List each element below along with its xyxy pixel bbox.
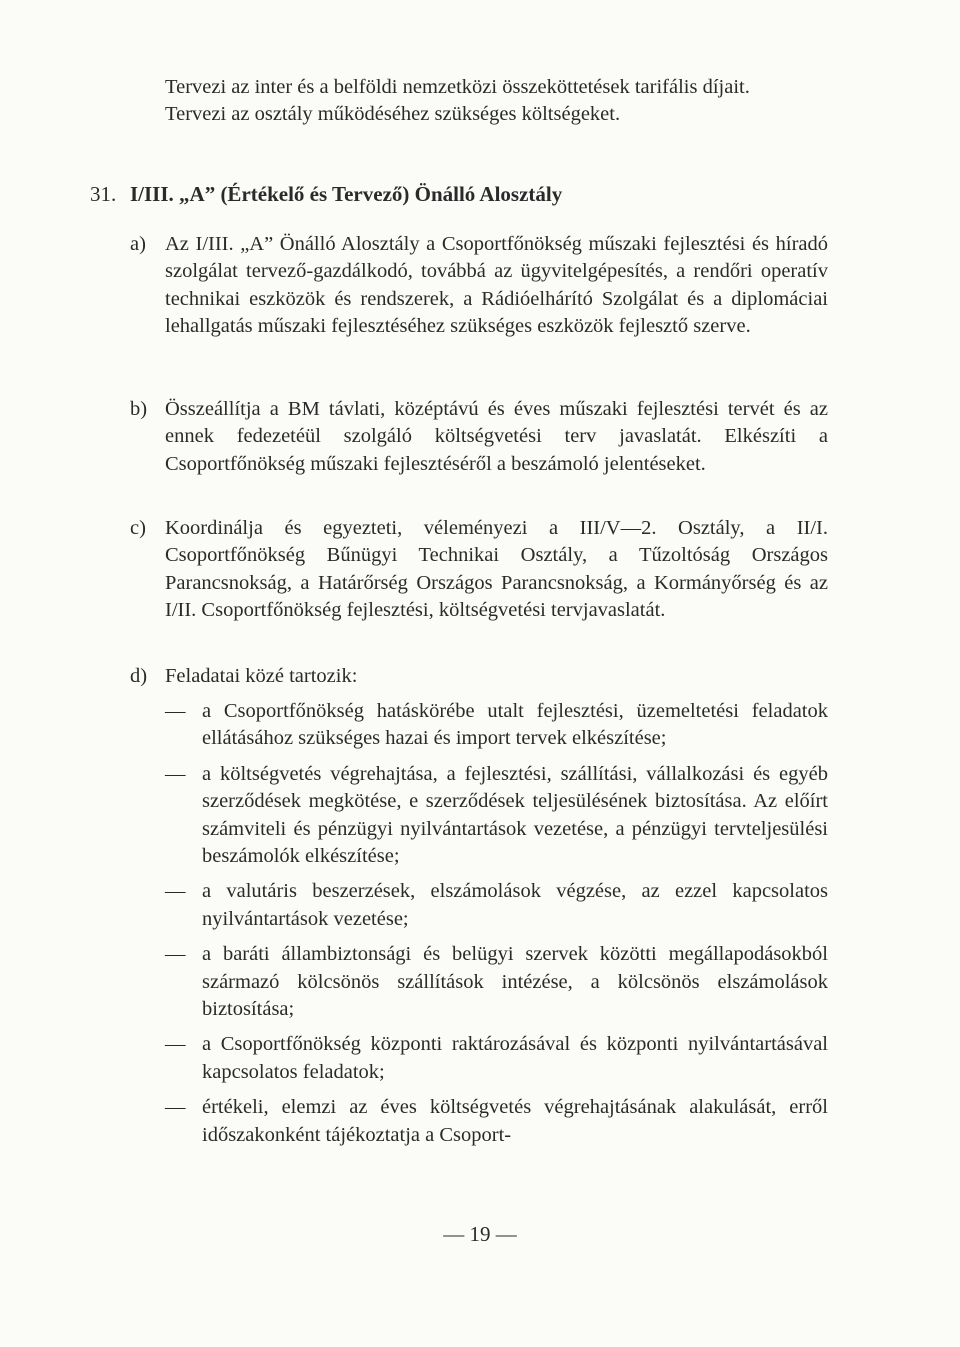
paragraph-label: c) xyxy=(130,517,146,539)
section-title: I/III. „A” (Értékelő és Tervező) Önálló Alosztály xyxy=(130,182,563,206)
list-item-text: értékeli, elemzi az éves költségvetés végrehajtásának alakulását, erről időszakonként tájékoztatja a Csoport- xyxy=(202,1096,828,1146)
intro-line: Tervezi az osztály működéséhez szükséges költségeket. xyxy=(165,103,621,125)
list-item xyxy=(165,1094,828,1149)
paragraph-label: d) xyxy=(130,665,148,687)
dash-marker: — xyxy=(165,880,186,903)
dash-marker: — xyxy=(165,700,186,722)
intro-block xyxy=(165,74,830,128)
list-item xyxy=(165,878,828,933)
paragraph-b xyxy=(130,396,828,478)
dash-marker: — xyxy=(165,762,186,785)
paragraph-a xyxy=(130,231,828,341)
list-item-text: a valutáris beszerzések, elszámolások végzése, az ezzel kapcsolatos nyilvántartások vezetése; xyxy=(202,880,828,930)
paragraph-text: Összeállítja a BM távlati, középtávú és éves műszaki fejlesztési tervét és az ennek fedezetéül szolgáló költségvetési terv javaslatát. Elkészíti a Csoportfőnökség műszaki fejlesztéséről a beszámoló jelentéseket. xyxy=(165,398,828,475)
list-item xyxy=(165,1031,828,1086)
list-item-text: a Csoportfőnökség központi raktározásával és központi nyilvántartásával kapcsolatos feladatok; xyxy=(202,1033,828,1083)
list-item xyxy=(165,761,828,871)
list-item xyxy=(165,941,828,1023)
list-item-text: a Csoportfőnökség hatáskörébe utalt fejlesztési, üzemeltetési feladatok ellátásához szükséges hazai és import tervek elkészítése; xyxy=(202,700,828,750)
paragraph-text: Feladatai közé tartozik: xyxy=(165,665,358,687)
list-item xyxy=(165,698,828,753)
dash-marker: — xyxy=(165,943,186,966)
list-item-text: a baráti állambiztonsági és belügyi szervek közötti megállapodásokból származó kölcsönös szállítások intézése, a kölcsönös elszámolások biztosítása; xyxy=(202,943,828,1021)
paragraph-label: b) xyxy=(130,398,148,420)
section-number: 31. xyxy=(90,182,117,206)
paragraph-text: Koordinálja és egyezteti, véleményezi a III/V—2. Osztály, a II/I. Csoportfőnökség Bűnügyi Technikai Osztály, a Tűzoltóság Országos Parancsnokság, a Határőrség Országos Parancsnokság, a Kormányőrség és az I/II. Csoportfőnökség fejlesztési, költségvetési tervjavaslatát. xyxy=(165,517,828,622)
page-number: — 19 — xyxy=(443,1222,517,1246)
dash-marker: — xyxy=(165,1096,186,1119)
task-list xyxy=(165,698,828,1157)
paragraph-label: a) xyxy=(130,233,146,255)
section-heading xyxy=(90,182,562,207)
intro-line: Tervezi az inter és a belföldi nemzetközi összeköttetések tarifális díjait. xyxy=(165,76,750,98)
paragraph-text: Az I/III. „A” Önálló Alosztály a Csoportfőnökség műszaki fejlesztési és híradó szolgálat tervező-gazdálkodó, továbbá az ügyvitelgépesítés, a rendőri operatív technikai eszközök és rendszerek, a Rádióelhárító Szolgálat és a diplomáciai lehallgatás műszaki fejlesztéséhez szükséges eszközök fejlesztő szerve. xyxy=(165,233,828,338)
paragraph-d xyxy=(130,663,828,690)
dash-marker: — xyxy=(165,1033,186,1056)
list-item-text: a költségvetés végrehajtása, a fejlesztési, szállítási, vállalkozási és egyéb szerződések megkötése, e szerződések teljesülésének biztosítása. Az előírt számviteli és pénzügyi nyilvántartások vezetése, a pénzügyi tervteljesülési beszámolók elkészítése; xyxy=(202,762,828,868)
paragraph-c xyxy=(130,515,828,625)
